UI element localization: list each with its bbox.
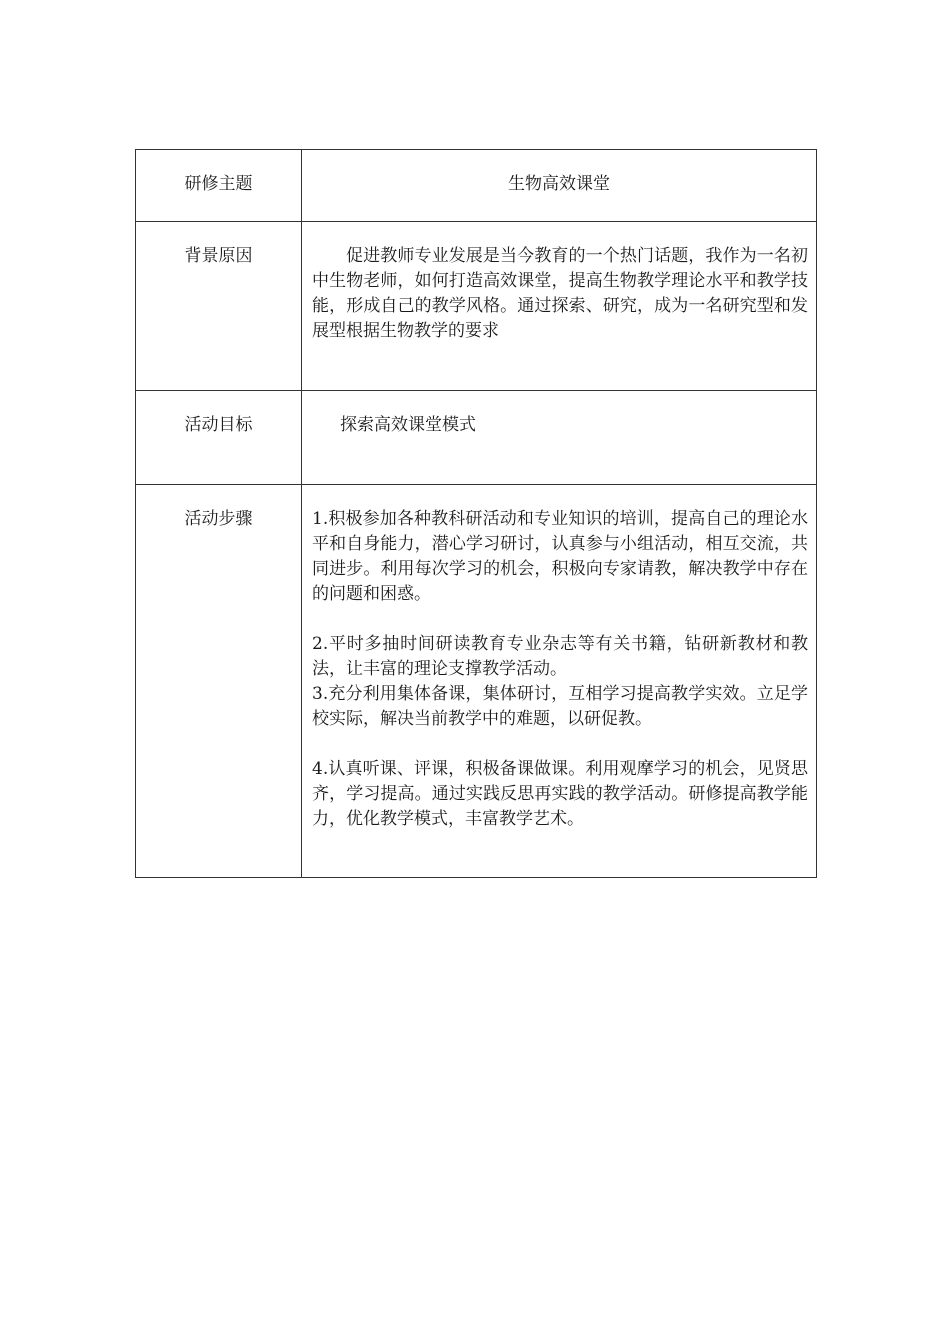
research-plan-table — [135, 149, 817, 878]
step-item: 3.充分利用集体备课，集体研讨，互相学习提高教学实效。立足学校实际，解决当前教学中的难题，以研促教。 — [312, 684, 808, 729]
goal-label: 活动目标 — [184, 415, 253, 435]
background-value: 促进教师专业发展是当今教育的一个热门话题，我作为一名初中生物老师，如何打造高效课堂，提高生物教学理论水平和教学技能，形成自己的教学风格。通过探索、研究，成为一名研究型和发展型根据生物教学的要求 — [312, 246, 808, 341]
table-row-steps — [136, 485, 817, 878]
label-cell — [136, 485, 302, 878]
table-row-goal — [136, 391, 817, 485]
label-cell — [136, 150, 302, 222]
step-item: 2.平时多抽时间研读教育专业杂志等有关书籍，钻研新教材和教法，让丰富的理论支撑教学活动。 — [312, 634, 808, 679]
step-item: 4.认真听课、评课，积极备课做课。利用观摩学习的机会，见贤思齐，学习提高。通过实践反思再实践的教学活动。研修提高教学能力，优化教学模式，丰富教学艺术。 — [312, 759, 808, 829]
label-cell — [136, 222, 302, 391]
topic-value: 生物高效课堂 — [508, 174, 610, 194]
step-item: 1.积极参加各种教科研活动和专业知识的培训，提高自己的理论水平和自身能力，潜心学习研讨，认真参与小组活动，相互交流，共同进步。利用每次学习的机会，积极向专家请教，解决教学中存在的问题和困惑。 — [312, 509, 808, 604]
table-row-topic — [136, 150, 817, 222]
background-label: 背景原因 — [184, 246, 253, 266]
table-row-background — [136, 222, 817, 391]
label-cell — [136, 391, 302, 485]
value-cell — [302, 150, 817, 222]
topic-label: 研修主题 — [184, 174, 253, 194]
goal-value: 探索高效课堂模式 — [340, 415, 476, 435]
value-cell — [302, 391, 817, 485]
steps-label: 活动步骤 — [184, 509, 253, 529]
value-cell — [302, 485, 817, 878]
value-cell — [302, 222, 817, 391]
